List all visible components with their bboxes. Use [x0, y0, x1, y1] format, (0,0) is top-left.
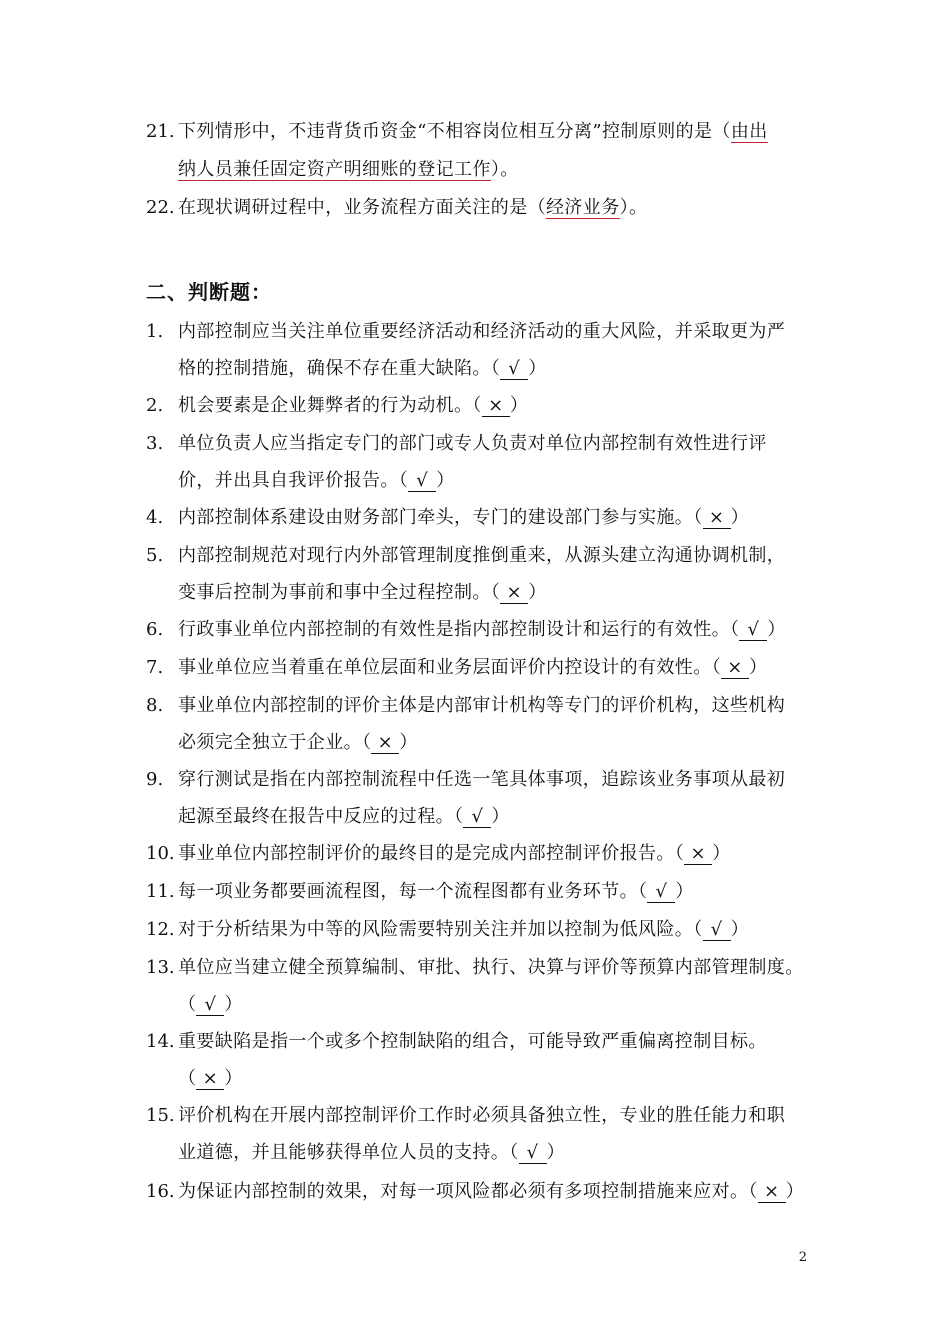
section-heading: 二、判断题：: [146, 280, 272, 304]
item-number: 11.: [146, 881, 175, 902]
item-text: 内部控制应当关注单位重要经济活动和经济活动的重大风险，并采取更为严: [178, 321, 786, 342]
item-text-line: [178, 882, 694, 903]
closing-paren: ）: [491, 806, 510, 827]
item-text-line: [178, 733, 418, 754]
closing-paren: ）: [528, 358, 547, 379]
closing-paren: ）: [546, 1142, 566, 1163]
answer-underline: 由出: [730, 121, 768, 142]
item-text: 穿行测试是指在内部控制流程中任选一笔具体事项，追踪该业务事项从最初: [178, 769, 786, 790]
item-number: 14.: [146, 1031, 175, 1052]
item-text: 对于分析结果为中等的风险需要特别关注并加以控制为低风险。（: [178, 919, 703, 940]
answer-underline: 纳人员兼任固定资产明细账的登记工作: [178, 159, 491, 180]
item-text: （: [178, 1068, 197, 1089]
answer-mark: √: [408, 471, 436, 492]
answer-mark: ×: [371, 733, 399, 754]
item-text: 必须完全独立于企业。（: [178, 732, 372, 753]
item-text: 单位负责人应当指定专门的部门或专人负责对单位内部控制有效性进行评: [178, 433, 767, 454]
item-text: 评价机构在开展内部控制评价工作时必须具备独立性，专业的胜任能力和职: [178, 1105, 786, 1126]
answer-mark: ×: [721, 658, 749, 679]
answer-mark: √: [519, 1143, 547, 1164]
item-text-line: [178, 696, 785, 716]
item-text-line: [178, 920, 749, 941]
item-text-line: [178, 396, 528, 417]
item-text-line: [178, 620, 786, 641]
item-text: 事业单位应当着重在单位层面和业务层面评价内控设计的有效性。（: [178, 657, 721, 678]
item-text-line: [178, 546, 785, 566]
item-text: 起源至最终在报告中反应的过程。（: [178, 806, 464, 827]
answer-mark: ×: [482, 396, 510, 417]
item-text: 行政事业单位内部控制的有效性是指内部控制设计和运行的有效性。（: [178, 619, 740, 640]
closing-paren: ）: [730, 507, 750, 528]
closing-paren: ）: [399, 732, 418, 753]
closing-paren: ）: [767, 619, 786, 640]
item-number: 7.: [146, 657, 164, 678]
answer-mark: √: [500, 359, 528, 380]
item-text: 内部控制体系建设由财务部门牵头，专门的建设部门参与实施。（: [178, 507, 703, 528]
closing-paren: ）: [528, 582, 547, 603]
item-text: 机会要素是企业舞弊者的行为动机。（: [178, 395, 482, 416]
question-text: ）。: [619, 197, 648, 218]
item-text: 事业单位内部控制的评价主体是内部审计机构等专门的评价机构，这些机构: [178, 695, 786, 716]
answer-mark: ×: [500, 583, 528, 604]
answer-underline: 经济业务: [546, 197, 620, 218]
item-text-line: [178, 1106, 785, 1126]
item-number: 3.: [146, 433, 164, 454]
question-number: 21.: [146, 121, 175, 142]
item-number: 5.: [146, 545, 164, 566]
item-text-line: [178, 807, 510, 828]
item-text-line: [178, 471, 455, 492]
item-text: （: [178, 994, 197, 1015]
item-text-line: [178, 1143, 565, 1164]
item-number: 15.: [146, 1105, 175, 1126]
question-text: 在现状调研过程中，业务流程方面关注的是（: [178, 197, 546, 218]
answer-mark: ×: [703, 508, 731, 529]
item-text-line: [178, 770, 785, 790]
closing-paren: ）: [712, 843, 731, 864]
answer-mark: ×: [196, 1069, 224, 1090]
closing-paren: ）: [749, 657, 768, 678]
question-text: 下列情形中，不违背货币资金“不相容岗位相互分离”控制原则的是（: [178, 121, 731, 142]
item-text: 为保证内部控制的效果，对每一项风险都必须有多项控制措施来应对。（: [178, 1181, 758, 1202]
question-text-line: [178, 122, 768, 143]
item-number: 8.: [146, 695, 164, 716]
closing-paren: ）: [730, 919, 750, 940]
item-text: 格的控制措施，确保不存在重大缺陷。（: [178, 358, 501, 379]
closing-paren: ）: [785, 1181, 805, 1202]
item-text-line: [178, 844, 731, 865]
item-text: 变事后控制为事前和事中全过程控制。（: [178, 582, 501, 603]
item-text-line: [178, 434, 767, 454]
closing-paren: ）: [224, 994, 243, 1015]
question-text-line: [178, 160, 519, 181]
item-text: 业道德，并且能够获得单位人员的支持。（: [178, 1142, 519, 1163]
item-text: 事业单位内部控制评价的最终目的是完成内部控制评价报告。（: [178, 843, 685, 864]
answer-mark: √: [739, 620, 767, 641]
item-text-line: [178, 1069, 243, 1090]
closing-paren: ）: [224, 1068, 243, 1089]
item-number: 12.: [146, 919, 175, 940]
item-number: 10.: [146, 843, 175, 864]
closing-paren: ）: [436, 470, 455, 491]
answer-mark: ×: [758, 1182, 786, 1203]
item-text-line: [178, 958, 804, 978]
item-number: 4.: [146, 507, 164, 528]
item-text-line: [178, 508, 749, 529]
item-text: 内部控制规范对现行内外部管理制度推倒重来，从源头建立沟通协调机制，: [178, 545, 786, 566]
item-text-line: [178, 658, 767, 679]
item-text-line: [178, 583, 547, 604]
answer-mark: ×: [684, 844, 712, 865]
item-text-line: [178, 359, 547, 380]
item-number: 9.: [146, 769, 164, 790]
item-number: 2.: [146, 395, 164, 416]
question-number: 22.: [146, 197, 175, 218]
answer-mark: √: [463, 807, 491, 828]
item-number: 13.: [146, 957, 175, 978]
page-number: 2: [798, 1250, 807, 1265]
item-text-line: [178, 995, 243, 1016]
item-text: 每一项业务都要画流程图，每一个流程图都有业务环节。（: [178, 881, 648, 902]
closing-paren: ）: [675, 881, 694, 902]
item-number: 6.: [146, 619, 164, 640]
question-text: ）。: [490, 159, 519, 180]
item-number: 1.: [146, 321, 164, 342]
item-text: 单位应当建立健全预算编制、审批、执行、决算与评价等预算内部管理制度。: [178, 957, 804, 978]
item-text-line: [178, 322, 785, 342]
answer-mark: √: [196, 995, 224, 1016]
item-text: 重要缺陷是指一个或多个控制缺陷的组合，可能导致严重偏离控制目标。: [178, 1031, 767, 1052]
item-text-line: [178, 1182, 804, 1203]
answer-mark: √: [703, 920, 731, 941]
item-number: 16.: [146, 1181, 175, 1202]
question-text-line: [178, 198, 647, 219]
closing-paren: ）: [509, 395, 529, 416]
item-text-line: [178, 1032, 767, 1052]
item-text: 价，并出具自我评价报告。（: [178, 470, 409, 491]
answer-mark: √: [647, 882, 675, 903]
